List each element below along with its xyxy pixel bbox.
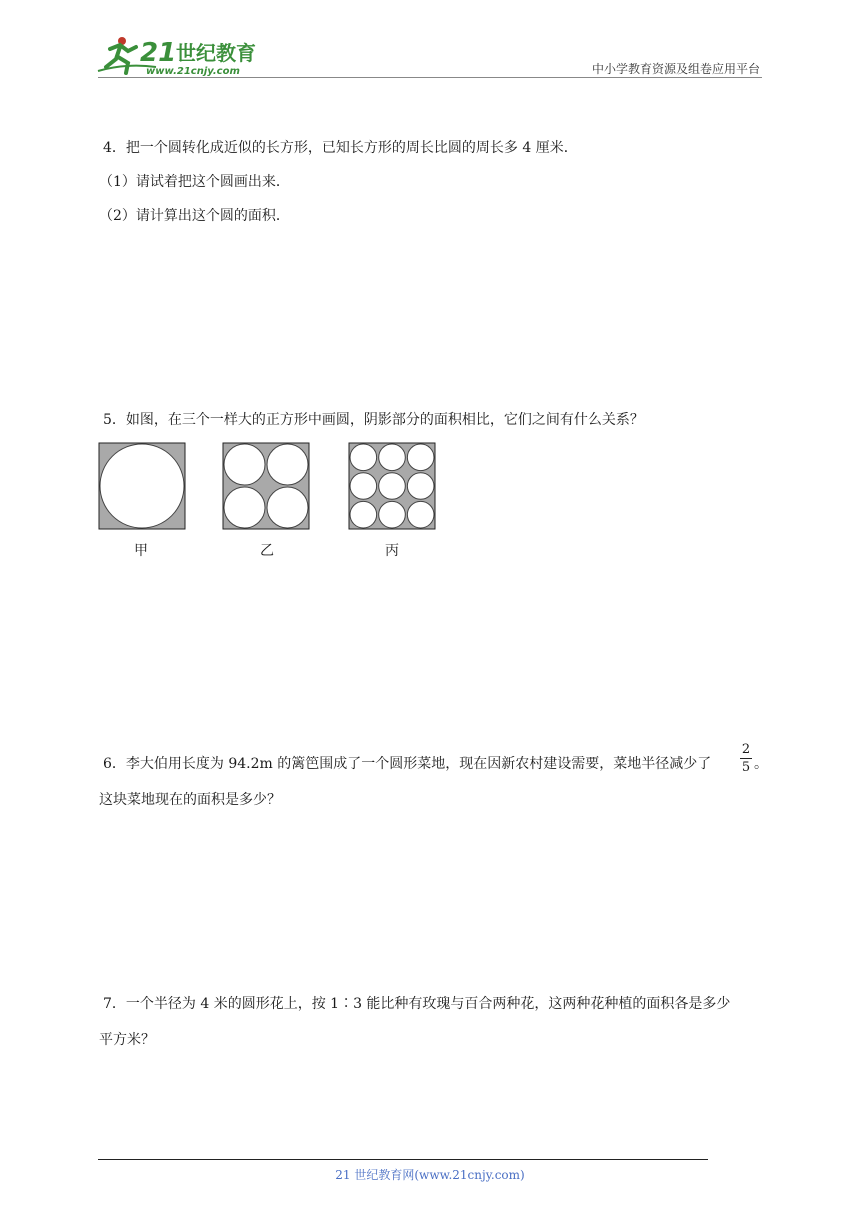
q6-line2: 这块菜地现在的面积是多少？ <box>99 792 281 808</box>
q6-fraction <box>740 742 752 775</box>
q5-stem: 5．如图，在三个一样大的正方形中画圆，阴影部分的面积相比，它们之间有什么关系？ <box>103 412 644 428</box>
header-divider <box>98 77 762 78</box>
q7-line2: 平方米？ <box>99 1032 155 1048</box>
label-bing: 丙 <box>385 543 399 559</box>
q7-line1: 7．一个半径为 4 米的圆形花上，按 1∶3 能比种有玫瑰与百合两种花，这两种花种植的面积各是多少 <box>103 996 731 1012</box>
label-jia: 甲 <box>134 543 148 559</box>
svg-text:www.21cnjy.com: www.21cnjy.com <box>146 66 240 77</box>
q6-stem-end: 。 <box>754 756 768 772</box>
shaded-squares-figure <box>98 442 440 532</box>
q4-stem: 4．把一个圆转化成近似的长方形，已知长方形的周长比圆的周长多 4 厘米． <box>103 140 578 156</box>
site-logo <box>96 33 266 81</box>
q6-stem: 6．李大伯用长度为 94.2m 的篱笆围成了一个圆形菜地，现在因新农村建设需要，菜地半径减少了 <box>103 756 712 772</box>
figure-bing <box>349 443 435 529</box>
fraction-denominator: 5 <box>741 760 751 775</box>
q4-part1: （1）请试着把这个圆画出来． <box>99 174 290 190</box>
label-yi: 乙 <box>260 543 274 559</box>
q4-part2: （2）请计算出这个圆的面积． <box>99 208 290 224</box>
fraction-bar <box>740 758 752 759</box>
footer-link[interactable]: 21 世纪教育网(www.21cnjy.com) <box>335 1168 525 1182</box>
fraction-numerator: 2 <box>741 742 751 757</box>
figure-yi <box>223 443 309 529</box>
svg-text:21: 21 <box>140 38 177 68</box>
platform-title: 中小学教育资源及组卷应用平台 <box>591 62 760 76</box>
footer-divider <box>98 1159 708 1160</box>
figure-jia <box>99 443 185 529</box>
svg-text:世纪教育: 世纪教育 <box>176 41 256 65</box>
runner-logo-icon <box>96 33 266 77</box>
